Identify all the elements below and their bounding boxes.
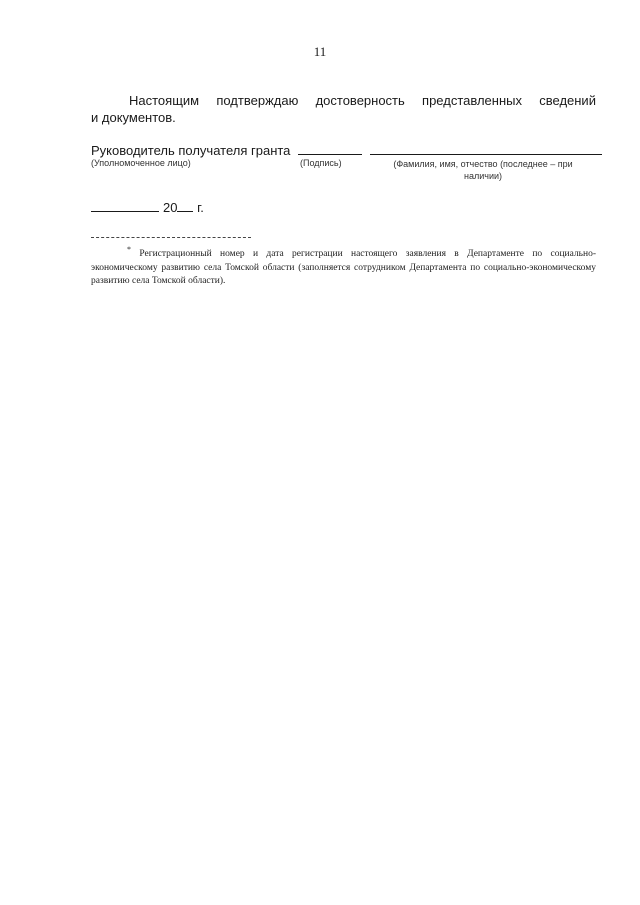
page-number: 11 [313, 44, 327, 59]
footnote [91, 244, 597, 289]
year-blank[interactable] [177, 199, 193, 212]
caption-fullname: (Фамилия, имя, отчество (последнее – при наличии) [393, 159, 573, 181]
date-row [91, 199, 204, 215]
footnote-separator [91, 237, 251, 238]
signature-blank[interactable] [298, 142, 362, 155]
footnote-marker: * [127, 244, 131, 254]
confirmation-word: представленных [422, 93, 522, 108]
fullname-blank[interactable] [370, 142, 602, 155]
signature-row [91, 142, 596, 158]
date-blank[interactable] [91, 199, 159, 212]
confirmation-word: Настоящим [129, 93, 200, 108]
footnote-text: Регистрационный номер и дата регистрации настоящего заявления в Департаменте по социально-экономическому развитию села Томской области (заполняется сотрудником Департамента по социально-экономическому развитию села Томской области). [91, 249, 597, 286]
confirmation-word: сведений [539, 93, 596, 108]
date-century: 20 [163, 200, 178, 215]
confirmation-word: подтверждаю [216, 93, 299, 108]
caption-signature: (Подпись) [300, 158, 342, 168]
confirmation-word: достоверность [315, 93, 405, 108]
confirmation-line-1 [91, 93, 596, 108]
date-year-suffix: г. [197, 200, 204, 215]
caption-authorized-person: (Уполномоченное лицо) [91, 158, 191, 168]
confirmation-line-2: и документов. [91, 110, 176, 125]
signature-label: Руководитель получателя гранта [91, 143, 291, 158]
